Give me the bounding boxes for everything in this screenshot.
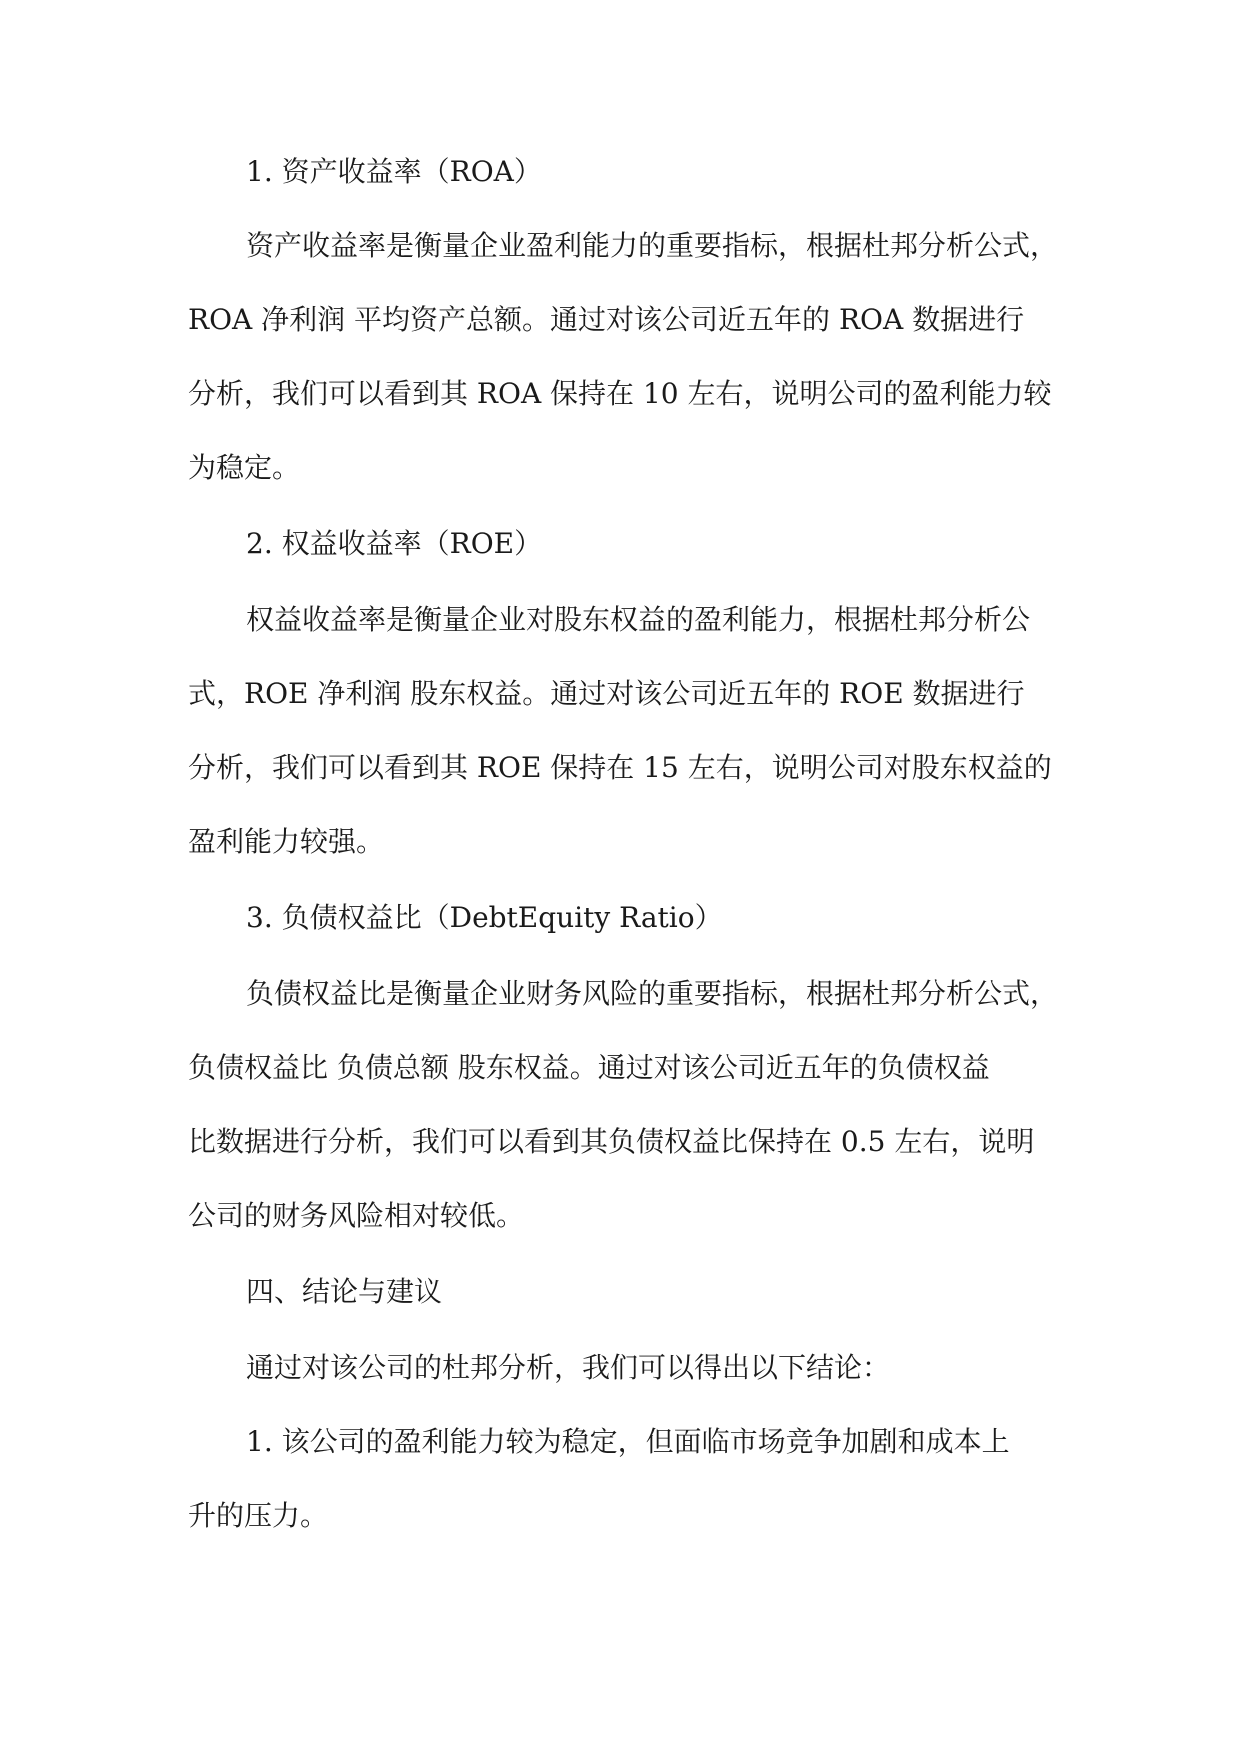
paragraph-line: 负债权益比是衡量企业财务风险的重要指标，根据杜邦分析公式，: [246, 977, 1059, 1010]
paragraph-line: 资产收益率是衡量企业盈利能力的重要指标，根据杜邦分析公式，: [246, 229, 1059, 262]
paragraph-line: 为稳定。: [188, 451, 301, 484]
paragraph-line: 比数据进行分析，我们可以看到其负债权益比保持在 0.5 左右，说明: [188, 1125, 1035, 1158]
paragraph-line: 式，ROE 净利润 股东权益。通过对该公司近五年的 ROE 数据进行: [188, 677, 1025, 710]
paragraph-line: 权益收益率是衡量企业对股东权益的盈利能力，根据杜邦分析公: [246, 603, 1031, 636]
list-item: 1. 该公司的盈利能力较为稳定，但面临市场竞争加剧和成本上: [246, 1425, 1010, 1458]
heading-debt-equity: 3. 负债权益比（DebtEquity Ratio）: [246, 901, 723, 934]
paragraph-line: 负债权益比 负债总额 股东权益。通过对该公司近五年的负债权益: [188, 1051, 990, 1084]
heading-roe: 2. 权益收益率（ROE）: [246, 527, 543, 560]
paragraph-line: 升的压力。: [188, 1499, 329, 1532]
paragraph-line: 分析，我们可以看到其 ROE 保持在 15 左右，说明公司对股东权益的: [188, 751, 1052, 784]
paragraph-line: 通过对该公司的杜邦分析，我们可以得出以下结论：: [246, 1351, 891, 1384]
paragraph-line: 分析，我们可以看到其 ROA 保持在 10 左右，说明公司的盈利能力较: [188, 377, 1052, 410]
paragraph-line: ROA 净利润 平均资产总额。通过对该公司近五年的 ROA 数据进行: [188, 303, 1025, 336]
paragraph-line: 盈利能力较强。: [188, 825, 385, 858]
heading-roa: 1. 资产收益率（ROA）: [246, 155, 542, 188]
section-heading-conclusion: 四、结论与建议: [246, 1275, 443, 1308]
paragraph-line: 公司的财务风险相对较低。: [188, 1199, 525, 1232]
